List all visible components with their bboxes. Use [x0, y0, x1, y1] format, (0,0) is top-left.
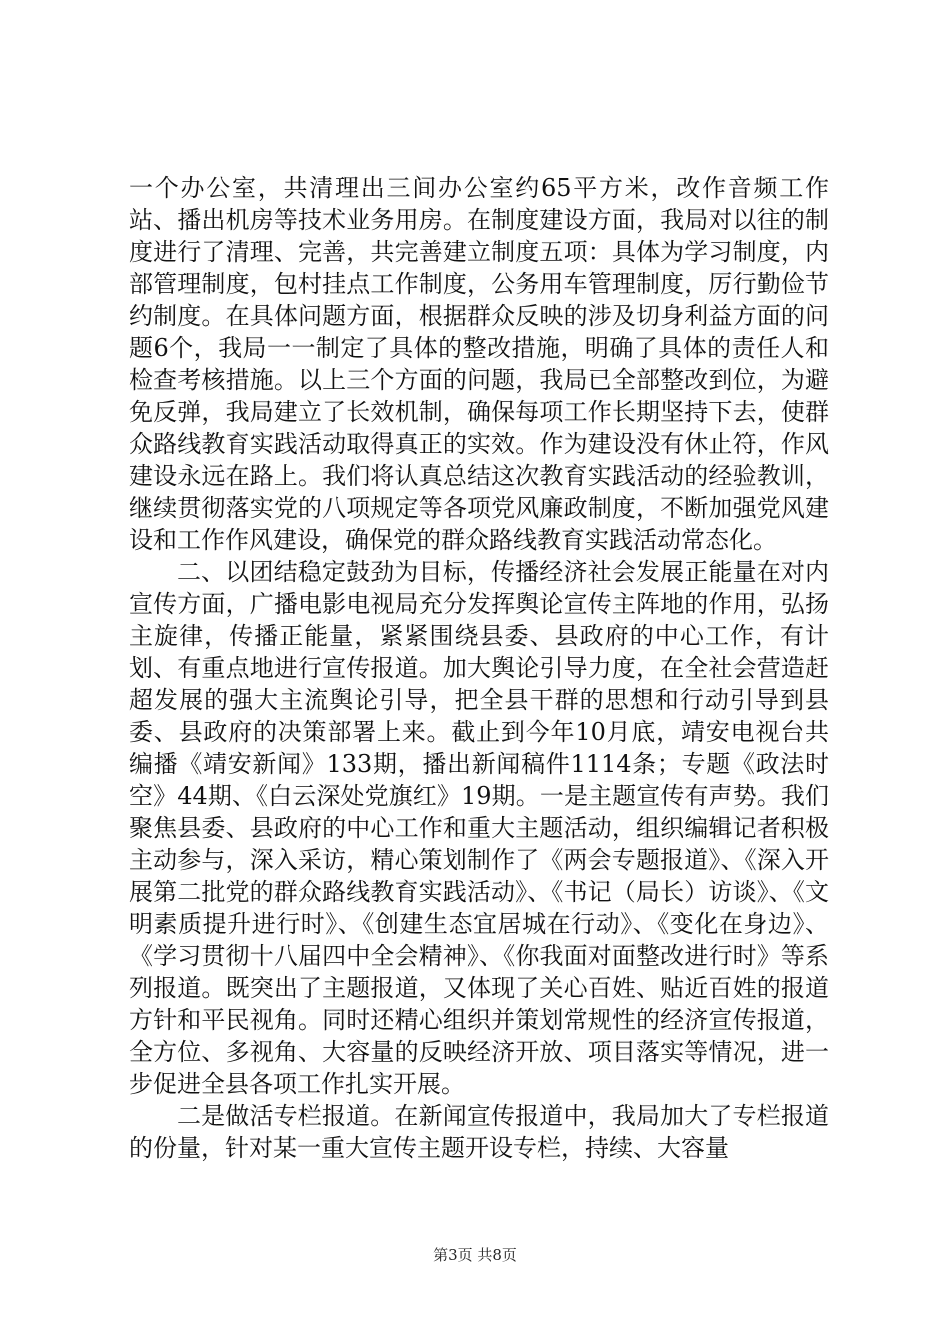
paragraph-2: 二、以团结稳定鼓劲为目标，传播经济社会发展正能量在对内宣传方面，广播电影电视局充分发挥舆论宣传主阵地的作用，弘扬主旋律，传播正能量，紧紧围绕县委、县政府的中心工作，有计划、有重点地进行宣传报道。加大舆论引导力度，在全社会营造赶超发展的强大主流舆论引导，把全县干群的思想和行动引导到县委、县政府的决策部署上来。截止到今年10月底，靖安电视台共编播《靖安新闻》133期，播出新闻稿件1114条；专题《政法时空》44期、《白云深处党旗红》19期。一是主题宣传有声势。我们聚焦县委、县政府的中心工作和重大主题活动，组织编辑记者积极主动参与，深入采访，精心策划制作了《两会专题报道》、《深入开展第二批党的群众路线教育实践活动》、《书记（局长）访谈》、《文明素质提升进行时》、《创建生态宜居城在行动》、《变化在身边》、《学习贯彻十八届四中全会精神》、《你我面对面整改进行时》等系列报道。既突出了主题报道，又体现了关心百姓、贴近百姓的报道方针和平民视角。同时还精心组织并策划常规性的经济宣传报道，全方位、多视角、大容量的反映经济开放、项目落实等情况，进一步促进全县各项工作扎实开展。: [129, 558, 829, 1098]
document-body: [129, 172, 829, 1164]
page-number-footer: 第3页 共8页: [433, 1246, 517, 1264]
paragraph-3: 二是做活专栏报道。在新闻宣传报道中，我局加大了专栏报道的份量，针对某一重大宣传主题开设专栏，持续、大容量: [129, 1102, 829, 1162]
paragraph-1: 一个办公室，共清理出三间办公室约65平方米，改作音频工作站、播出机房等技术业务用房。在制度建设方面，我局对以往的制度进行了清理、完善，共完善建立制度五项：具体为学习制度，内部管理制度，包村挂点工作制度，公务用车管理制度，厉行勤俭节约制度。在具体问题方面，根据群众反映的涉及切身利益方面的问题6个，我局一一制定了具体的整改措施，明确了具体的责任人和检查考核措施。以上三个方面的问题，我局已全部整改到位，为避免反弹，我局建立了长效机制，确保每项工作长期坚持下去，使群众路线教育实践活动取得真正的实效。作为建设没有休止符，作风建设永远在路上。我们将认真总结这次教育实践活动的经验教训，继续贯彻落实党的八项规定等各项党风廉政制度，不断加强党风建设和工作作风建设，确保党的群众路线教育实践活动常态化。: [129, 174, 829, 554]
